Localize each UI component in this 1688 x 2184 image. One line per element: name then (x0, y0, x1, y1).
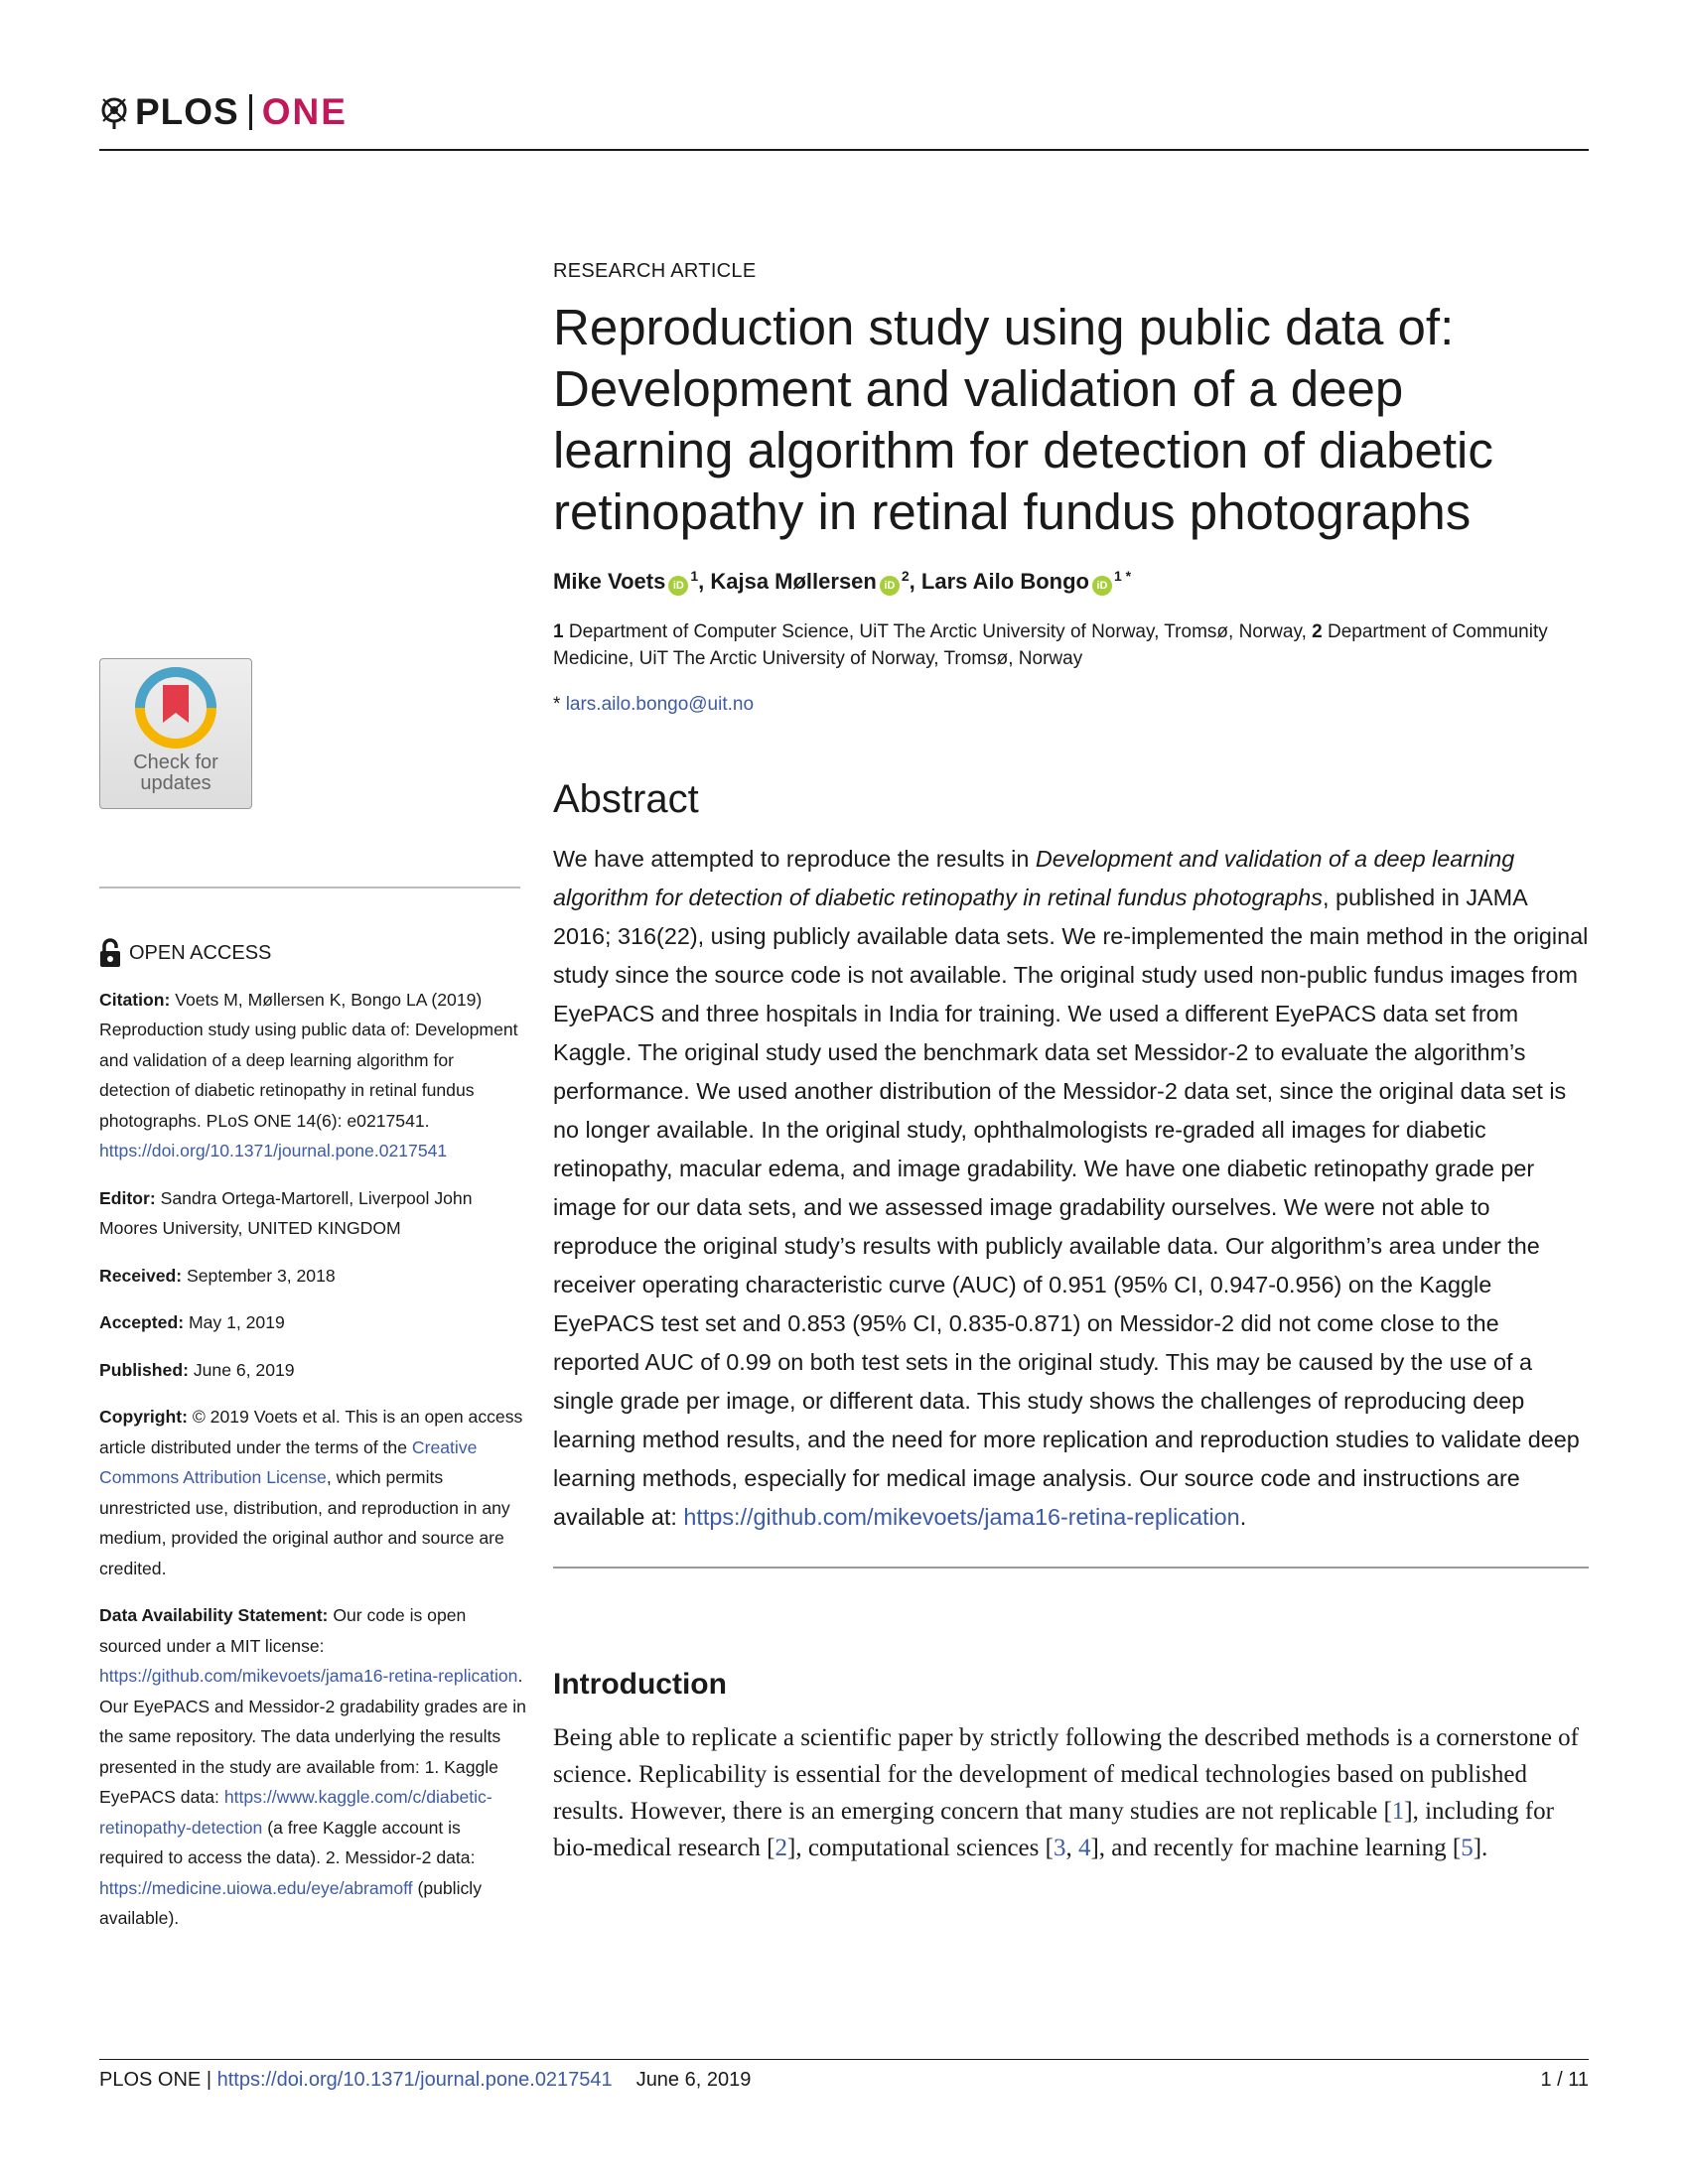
page-footer (99, 2069, 1589, 2092)
data-availability-text-2: . Our EyePACS and Messidor-2 gradability grades are in the same repository. The data underlying the results presented in the study are available from: 1. Kaggle EyePACS data: (99, 1666, 526, 1807)
author-affiliation-marker: 1 * (1113, 568, 1132, 584)
journal-name-one: ONE (261, 91, 348, 132)
citation (99, 985, 526, 1166)
kaggle-link[interactable]: https://www.kaggle.com/c/diabetic-retinopathy-detection (99, 1787, 492, 1838)
received-date (99, 1261, 526, 1292)
accepted-text: May 1, 2019 (188, 1312, 285, 1332)
author-name[interactable]: Lars Ailo Bongo (920, 569, 1089, 594)
abstract-heading: Abstract (553, 777, 699, 821)
check-for-updates-label: Check for updates (133, 751, 218, 794)
corresponding-author (553, 694, 1589, 716)
data-availability (99, 1600, 526, 1934)
journal-logo (99, 91, 348, 133)
author-name[interactable]: Kajsa Møllersen (710, 569, 877, 594)
data-availability-text-4: (publicly available). (99, 1877, 482, 1928)
published-text: June 6, 2019 (193, 1359, 295, 1380)
published-date (99, 1355, 526, 1386)
affiliation-number: 2 (1312, 621, 1323, 642)
citation-text: Voets M, Møllersen K, Bongo LA (2019) Reproduction study using public data of: Development and validation of a deep learning algorithm for detection of diabetic retinopathy in retinal fundus photographs. PLoS ONE 14(6): e0217541. (99, 989, 518, 1131)
reference-link[interactable]: 4 (1077, 1835, 1091, 1861)
citation-label: Citation: (99, 989, 171, 1010)
reference-link[interactable]: 2 (774, 1835, 787, 1861)
author-affiliation-marker: 1 (690, 568, 699, 584)
data-availability-text-3: (a free Kaggle account is required to access the data). 2. Messidor-2 data: (99, 1817, 476, 1867)
affiliation-text: Department of Computer Science, UiT The Arctic University of Norway, Tromsø, Norway, (563, 621, 1313, 642)
editor (99, 1183, 526, 1244)
article-title: Reproduction study using public data of: Development and validation of a deep learning algorithm for detection of diabetic retinopathy in retinal fundus photographs (553, 299, 1493, 540)
reference-link[interactable]: 3 (1053, 1835, 1066, 1861)
received-text: September 3, 2018 (187, 1265, 336, 1286)
copyright-label: Copyright: (99, 1407, 188, 1427)
orcid-icon[interactable]: iD (1092, 576, 1112, 596)
corresponding-marker: * (553, 694, 566, 715)
reference-link[interactable]: 5 (1461, 1835, 1474, 1861)
footer-journal: PLOS ONE | (99, 2069, 217, 2091)
copyright-text: © 2019 Voets et al. This is an open access article distributed under the terms of the (99, 1407, 523, 1457)
copyright (99, 1402, 526, 1583)
introduction-body: Being able to replicate a scientific paper by strictly following the described methods is a cornerstone of science. Replicability is essential for the development of medical technologies based on published results. However, there is an emerging concern that many studies are not replicable [1], including for bio-medical research [2], computational sciences [3, 4], and recently for machine learning [5]. (553, 1724, 1579, 1861)
github-link[interactable]: https://github.com/mikevoets/jama16-retina-replication (99, 1666, 518, 1686)
data-availability-label: Data Availability Statement: (99, 1605, 329, 1625)
citation-doi-link[interactable]: https://doi.org/10.1371/journal.pone.0217541 (99, 1141, 448, 1160)
affiliation-text: Department of Community Medicine, UiT The Arctic University of Norway, Tromsø, Norway (553, 621, 1548, 669)
abstract-body: We have attempted to reproduce the results in Development and validation of a deep learning algorithm for detection of diabetic retinopathy in retinal fundus photographs, published in JAMA 2016; 316(22), using publicly available data sets. We re-implemented the main method in the original study since the source code is not available. The original study used non-public fundus images from EyePACS and three hospitals in India for training. We used a different EyePACS data set from Kaggle. The original study used the benchmark data set Messidor-2 to evaluate the algorithm’s performance. We used another distribution of the Messidor-2 data set, since the original data set is no longer available. In the original study, ophthalmologists re-graded all images for diabetic retinopathy, macular edema, and image gradability. We have one diabetic retinopathy grade per image for our data sets, and we assessed image gradability ourselves. We were not able to reproduce the original study’s results with publicly available data. Our algorithm’s area under the receiver operating characteristic curve (AUC) of 0.951 (95% CI, 0.947-0.956) on the Kaggle EyePACS test set and 0.853 (95% CI, 0.835-0.871) on Messidor-2 did not come close to the reported AUC of 0.99 on both test sets in the original study. This may be caused by the use of a single grade per image, or different data. This study shows the challenges of reproducing deep learning method results, and the need for more replication and reproduction studies to validate deep learning methods, especially for medical image analysis. Our source code and instructions are available at: https://github.com/mikevoets/jama16-retina-replication. (553, 846, 1589, 1530)
abstract-cited-title: Development and validation of a deep learning algorithm for detection of diabetic retinopathy in retinal fundus photographs (553, 846, 1515, 910)
received-label: Received: (99, 1265, 183, 1286)
article-type: RESEARCH ARTICLE (553, 260, 757, 282)
page-number: 1 / 11 (1540, 2069, 1589, 2091)
abstract-text: We have attempted to reproduce the results in (553, 846, 1036, 872)
accepted-label: Accepted: (99, 1312, 185, 1332)
sidebar-divider (99, 887, 520, 888)
author-affiliation-marker: 2 (901, 568, 910, 584)
email-link[interactable]: lars.ailo.bongo@uit.no (565, 694, 755, 715)
footer-divider (99, 2059, 1589, 2060)
journal-name-plos: PLOS (135, 91, 239, 132)
footer-date: June 6, 2019 (635, 2069, 752, 2091)
abstract-text: , published in JAMA 2016; 316(22), using publicly available data sets. We re-implemented the main method in the original study since the source code is not available. The original study used non-public fundus images from EyePACS and three hospitals in India for training. We used a different EyePACS data set from Kaggle. The original study used the benchmark data set Messidor-2 to evaluate the algorithm’s performance. We used another distribution of the Messidor-2 data set, since the original data set is no longer available. In the original study, ophthalmologists re-graded all images for diabetic retinopathy, macular edema, and image gradability. We have one diabetic retinopathy grade per image for our data sets, and we assessed image gradability ourselves. We were not able to reproduce the original study’s results with publicly available data. Our algorithm’s area under the receiver operating characteristic curve (AUC) of 0.951 (95% CI, 0.947-0.956) on the Kaggle EyePACS test set and 0.853 (95% CI, 0.835-0.871) on Messidor-2 did not come close to the reported AUC of 0.99 on both test sets in the original study. This may be caused by the use of a single grade per image, or different data. This study shows the challenges of reproducing deep learning method results, and the need for more replication and reproduction studies to validate deep learning methods, especially for medical image analysis. Our source code and instructions are available at: (553, 885, 1589, 1530)
orcid-icon[interactable]: iD (668, 576, 688, 596)
copyright-text-end: , which permits unrestricted use, distribution, and reproduction in any medium, provided the original author and source are credited. (99, 1467, 510, 1578)
logo-divider (249, 94, 252, 130)
abstract-divider (553, 1567, 1589, 1569)
editor-text: Sandra Ortega-Martorell, Liverpool John Moores University, UNITED KINGDOM (99, 1187, 473, 1238)
affiliations (553, 618, 1589, 672)
footer-doi-link[interactable]: https://doi.org/10.1371/journal.pone.0217541 (216, 2069, 613, 2091)
author-name[interactable]: Mike Voets (553, 569, 666, 594)
reference-link[interactable]: 1 (1391, 1798, 1405, 1825)
license-link[interactable]: Creative Commons Attribution License (99, 1436, 478, 1487)
plos-logo-icon (99, 95, 129, 129)
article-info-sidebar (99, 938, 526, 1951)
crossmark-icon (133, 665, 218, 751)
accepted-date (99, 1307, 526, 1338)
data-availability-text: Our code is open sourced under a MIT license: (99, 1605, 467, 1656)
published-label: Published: (99, 1359, 189, 1380)
introduction-heading: Introduction (553, 1668, 727, 1701)
open-lock-icon (99, 938, 121, 968)
header-divider (99, 149, 1589, 151)
open-access-badge (99, 938, 526, 969)
messidor-link[interactable]: https://medicine.uiowa.edu/eye/abramoff (99, 1877, 413, 1898)
editor-label: Editor: (99, 1187, 156, 1208)
check-for-updates-button[interactable] (99, 658, 252, 809)
source-code-link[interactable]: https://github.com/mikevoets/jama16-retina-replication (683, 1504, 1240, 1530)
open-access-label: OPEN ACCESS (129, 942, 272, 964)
article-main (553, 260, 1589, 1866)
affiliation-number: 1 (553, 621, 564, 642)
author-list: Mike Voets iD $^1$ , Kajsa Møllersen iD $^2$ , Lars Ailo Bongo iD $^{1 *}$ (553, 568, 1132, 594)
orcid-icon[interactable]: iD (880, 576, 900, 596)
